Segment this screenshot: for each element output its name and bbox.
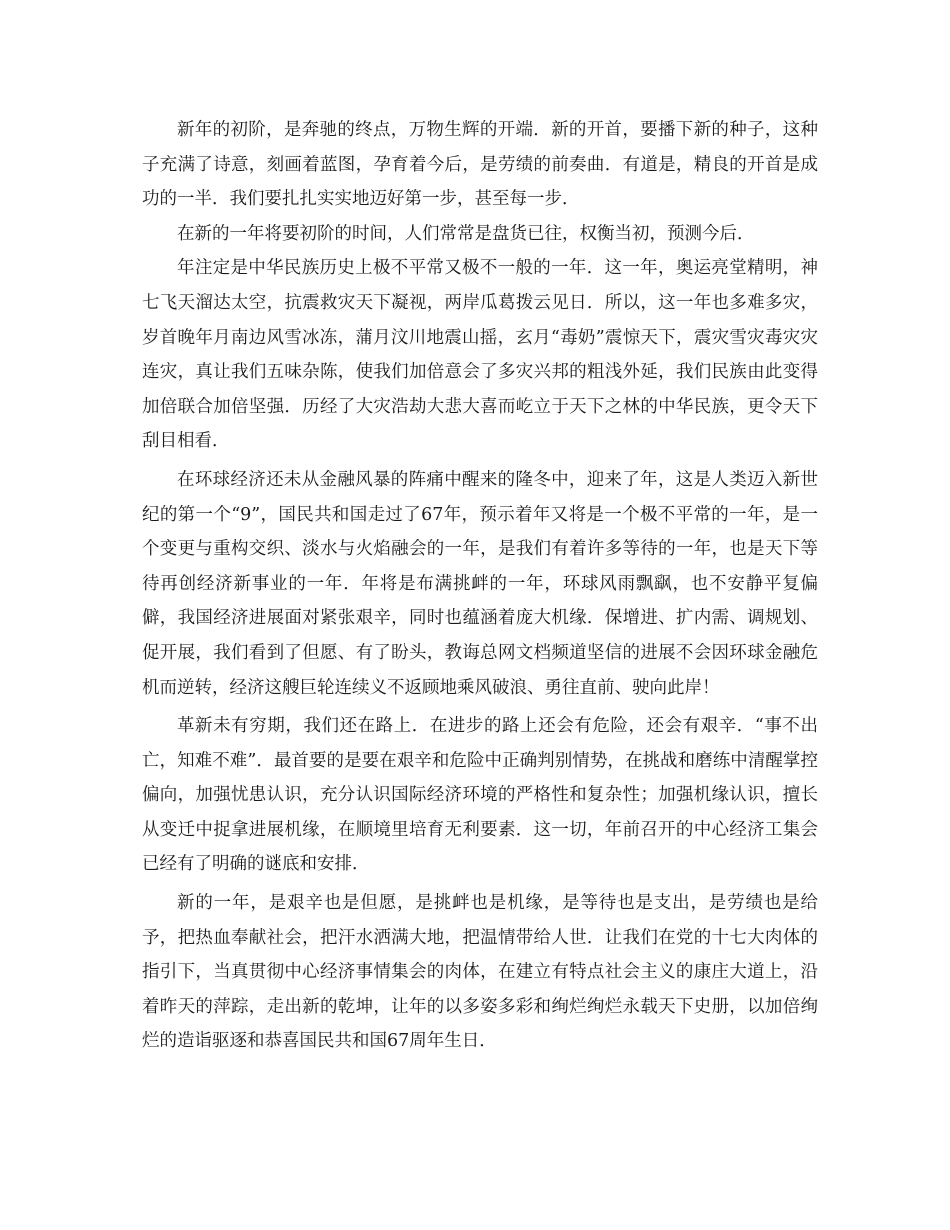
document-body xyxy=(142,113,818,1059)
paragraph-6: 新的一年，是艰辛也是但愿，是挑衅也是机缘，是等待也是支出，是劳绩也是给予，把热血奉献社会，把汗水洒满大地，把温情带给人世．让我们在党的十七大肉体的指引下，当真贯彻中心经济事情集会的肉体，在建立有特点社会主义的康庄大道上，沿着昨天的萍踪，走出新的乾坤，让年的以多姿多彩和绚烂绚烂永载天下史册，以加倍绚烂的造诣驱逐和恭喜国民共和国67周年生日． xyxy=(142,893,818,1052)
paragraph-3: 年注定是中华民族历史上极不平常又极不一般的一年．这一年，奥运亮堂精明，神七飞天溜达太空，抗震救灾天下凝视，两岸瓜葛拨云见日．所以，这一年也多难多灾，岁首晚年月南边风雪冰冻，蒲月汶川地震山摇，玄月“毒奶”震惊天下，震灾雪灾毒灾灾连灾，真让我们五味杂陈，使我们加倍意会了多灾兴邦的粗浅外延，我们民族由此变得加倍联合加倍坚强．历经了大灾浩劫大悲大喜而屹立于天下之林的中华民族，更令天下刮目相看． xyxy=(142,258,818,452)
paragraph-2: 在新的一年将要初阶的时间，人们常常是盘货已往，权衡当初，预测今后． xyxy=(177,223,755,244)
paragraph-4: 在环球经济还未从金融风暴的阵痛中醒来的隆冬中，迎来了年，这是人类迈入新世纪的第一个“9”，国民共和国走过了67年，预示着年又将是一个极不平常的一年，是一个变更与重构交织、淡水与火焰融会的一年，是我们有着许多等待的一年，也是天下等待再创经济新事业的一年．年将是布满挑衅的一年，环球风雨飘飖，也不安静平复偏僻，我国经济进展面对紧张艰辛，同时也蕴涵着庞大机缘．保增进、扩内需、调规划、促开展，我们看到了但愿、有了盼头，教诲总网文档频道坚信的进展不会因环球金融危机而逆转，经济这艘巨轮连续义不返顾地乘风破浪、勇往直前、驶向此岸！ xyxy=(142,469,818,698)
paragraph-5: 革新未有穷期，我们还在路上．在进步的路上还会有危险，还会有艰辛．“事不出亡，知难不难”．最首要的是要在艰辛和危险中正确判别情势，在挑战和磨练中清醒掌控偏向，加强忧患认识，充分认识国际经济环境的严格性和复杂性；加强机缘认识，擅长从变迁中捉拿进展机缘，在顺境里培育无利要素．这一切，年前召开的中心经济工集会已经有了明确的谜底和安排． xyxy=(142,716,818,875)
paragraph-1: 新年的初阶，是奔驰的终点，万物生辉的开端．新的开首，要播下新的种子，这种子充满了诗意，刻画着蓝图，孕育着今后，是劳绩的前奏曲．有道是，精良的开首是成功的一半．我们要扎扎实实地迈好第一步，甚至每一步． xyxy=(142,120,818,210)
